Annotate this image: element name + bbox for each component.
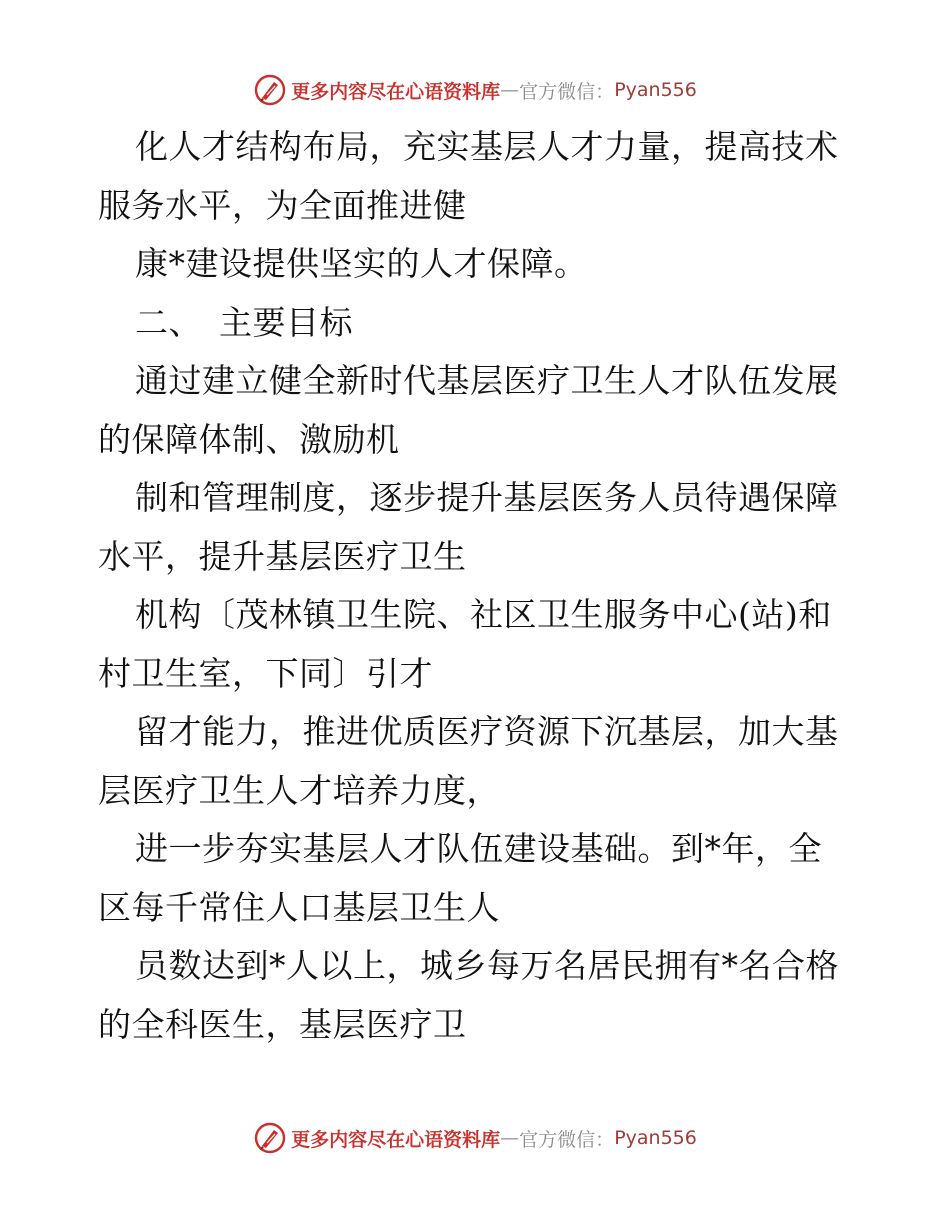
text-line: 员数达到*人以上，城乡每万名居民拥有*名合格 [135,946,839,985]
banner-wechat-label: 官方微信： [519,1128,615,1151]
text-line: 二、 主要目标 [135,302,353,342]
text-line: 制和管理制度，逐步提升基层医务人员待遇保障 [135,478,839,517]
text-line: 留才能力，推进优质医疗资源下沉基层，加大基 [135,712,839,751]
header-banner [0,70,950,110]
text-line: 化人才结构布局，充实基层人才力量，提高技术 [135,127,839,166]
banner-wechat-label: 官方微信： [519,80,615,103]
text-line: 机构〔茂林镇卫生院、社区卫生服务中心(站)和 [135,595,832,634]
quill-pen-circle-icon [253,1121,287,1155]
text-line: 水平，提升基层医疗卫生 [98,536,467,576]
text-line: 通过建立健全新时代基层医疗卫生人才队伍发展 [135,361,839,400]
text-line: 的保障体制、激励机 [98,419,400,459]
text-line: 的全科医生，基层医疗卫 [98,1004,467,1044]
footer-banner [0,1118,950,1158]
text-line: 村卫生室，下同〕引才 [98,653,433,693]
banner-main-text: 更多内容尽在心语资料库 [291,1128,501,1151]
text-line: 区每千常住人口基层卫生人 [98,887,500,927]
banner-wechat-id: Pyan556 [614,1127,697,1149]
text-line: 层医疗卫生人才培养力度， [98,770,500,810]
document-body [98,118,858,1054]
text-line: 康*建设提供坚实的人才保障。 [135,244,588,283]
quill-pen-circle-icon [253,73,287,107]
banner-dash: — [500,1127,520,1149]
banner-wechat-id: Pyan556 [614,79,697,101]
banner-main-text: 更多内容尽在心语资料库 [291,80,501,103]
text-line: 进一步夯实基层人才队伍建设基础。到*年，全 [135,829,822,868]
text-line: 服务水平，为全面推进健 [98,185,467,225]
banner-dash: — [500,79,520,101]
